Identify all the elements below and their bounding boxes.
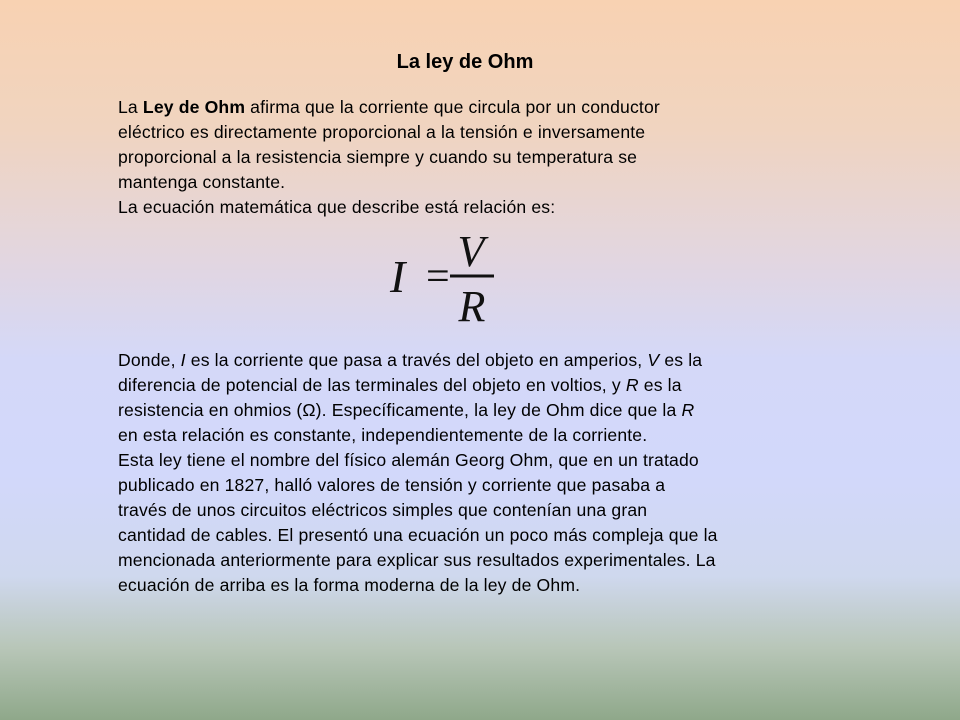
explanation-line: mencionada anteriormente para explicar sus resultados experimentales. La xyxy=(118,550,716,570)
ohm-formula xyxy=(386,226,516,324)
formula-equals: = xyxy=(426,254,450,300)
explanation-line: Esta ley tiene el nombre del físico alemán Georg Ohm, que en un tratado xyxy=(118,450,699,470)
text-run: es la corriente que pasa a través del objeto en amperios, xyxy=(185,350,648,370)
explanation-line xyxy=(118,348,848,373)
explanation-line: través de unos circuitos eléctricos simples que contenían una gran xyxy=(118,500,648,520)
slide-title: La ley de Ohm xyxy=(396,51,534,73)
intro-paragraph xyxy=(118,95,848,220)
explanation-line xyxy=(118,373,848,398)
explanation-line: publicado en 1827, halló valores de tensión y corriente que pasaba a xyxy=(118,475,666,495)
text-run: es la xyxy=(638,375,682,395)
text-run: es la xyxy=(659,350,703,370)
explanation-line: ecuación de arriba es la forma moderna de la ley de Ohm. xyxy=(118,575,581,595)
explanation-paragraph xyxy=(118,348,848,598)
variable-r: R xyxy=(681,400,695,420)
intro-line xyxy=(118,95,848,120)
text-run: La xyxy=(118,97,143,117)
explanation-line: cantidad de cables. El presentó una ecuación un poco más compleja que la xyxy=(118,525,718,545)
text-run: diferencia de potencial de las terminales del objeto en voltios, y xyxy=(118,375,626,395)
intro-line: eléctrico es directamente proporcional a la tensión e inversamente xyxy=(118,122,646,142)
variable-r: R xyxy=(625,375,639,395)
formula-numerator: V xyxy=(457,227,485,276)
variable-i: I xyxy=(180,350,186,370)
explanation-line xyxy=(118,398,848,423)
intro-line: proporcional a la resistencia siempre y cuando su temperatura se xyxy=(118,147,638,167)
text-run: afirma que la corriente que circula por un conductor xyxy=(245,97,660,117)
text-run: Donde, xyxy=(118,350,181,370)
formula-lhs: I xyxy=(390,251,406,302)
text-run: resistencia en ohmios (Ω). Específicamente, la ley de Ohm dice que la xyxy=(118,400,682,420)
explanation-line: en esta relación es constante, independientemente de la corriente. xyxy=(118,425,648,445)
intro-line: La ecuación matemática que describe está relación es: xyxy=(118,197,556,217)
formula-denominator: R xyxy=(458,282,486,324)
variable-v: V xyxy=(647,350,660,370)
law-name-bold: Ley de Ohm xyxy=(142,97,246,117)
intro-line: mantenga constante. xyxy=(118,172,286,192)
